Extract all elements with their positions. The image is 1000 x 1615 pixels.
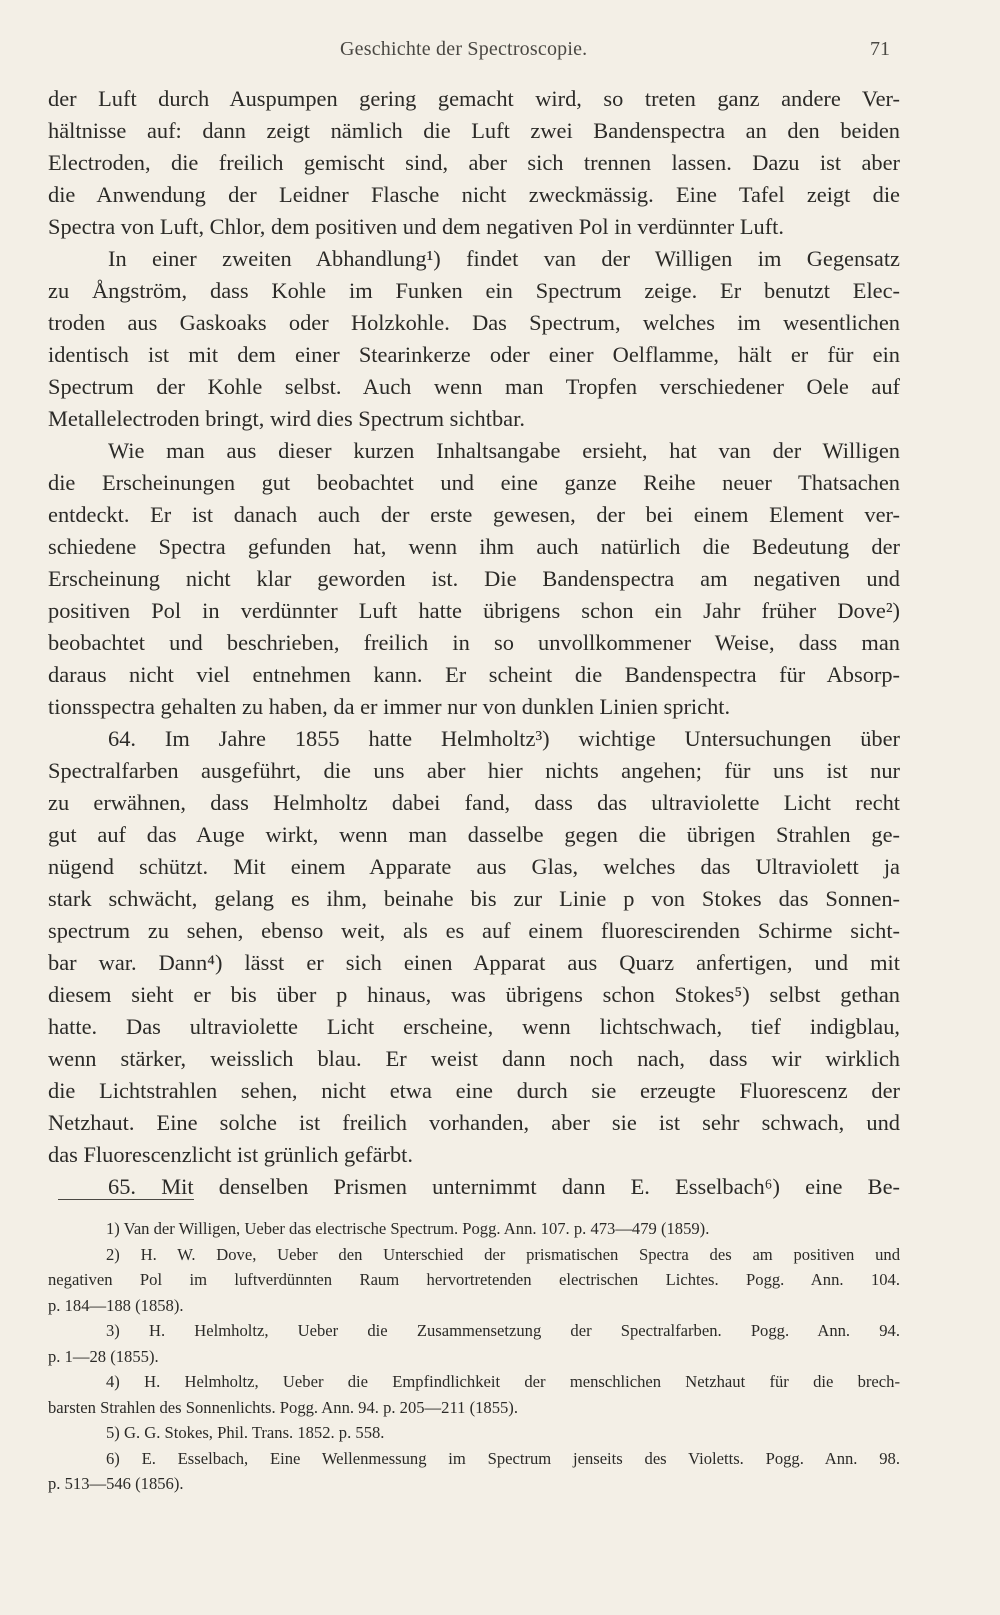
text-line: Metallelectroden bringt, wird dies Spectrum sichtbar. — [48, 406, 525, 431]
footnote-line: p. 1—28 (1855). — [48, 1346, 159, 1366]
section-64-line: 64. Im Jahre 1855 hatte Helmholtz³) wichtige Untersuchungen über — [108, 726, 900, 751]
footnote-line: barsten Strahlen des Sonnenlichts. Pogg. Ann. 94. p. 205—211 (1855). — [48, 1397, 518, 1417]
footnote-line: 5) G. G. Stokes, Phil. Trans. 1852. p. 558. — [106, 1423, 385, 1442]
text-line: identisch ist mit dem einer Stearinkerze oder einer Oelflamme, hält er für ein — [48, 342, 900, 367]
footnote-line: 4) H. Helmholtz, Ueber die Empfindlichkeit der menschlichen Netzhaut für die brech- — [106, 1372, 900, 1391]
text-line: schiedene Spectra gefunden hat, wenn ihm auch natürlich die Bedeutung der — [48, 534, 900, 559]
text-line: hatte. Das ultraviolette Licht erscheine, wenn lichtschwach, tief indigblau, — [48, 1014, 900, 1039]
text-line: daraus nicht viel entnehmen kann. Er scheint die Bandenspectra für Absorp- — [48, 662, 900, 687]
footnote-line: p. 513—546 (1856). — [48, 1474, 184, 1493]
text-line: nügend schützt. Mit einem Apparate aus Glas, welches das Ultraviolett ja — [48, 854, 900, 879]
text-line: die Lichtstrahlen sehen, nicht etwa eine durch sie erzeugte Fluorescenz der — [48, 1078, 900, 1103]
running-title: Geschichte der Spectroscopie. — [340, 38, 588, 60]
footnote-line: p. 184—188 (1858). — [48, 1295, 184, 1315]
text-line: das Fluorescenzlicht ist grünlich gefärbt. — [48, 1142, 413, 1167]
footnote-line: 2) H. W. Dove, Ueber den Unterschied der prismatischen Spectra des am positiven und — [106, 1244, 900, 1264]
page-number: 71 — [870, 38, 890, 60]
text-line: die Anwendung der Leidner Flasche nicht zweckmässig. Eine Tafel zeigt die — [48, 182, 900, 207]
text-line: beobachtet und beschrieben, freilich in so unvollkommener Weise, dass man — [48, 630, 900, 655]
footnote-line: negativen Pol im luftverdünnten Raum hervortretenden electrischen Lichtes. Pogg. Ann. 104. — [48, 1270, 900, 1289]
footnotes — [48, 1216, 900, 1497]
text-line: Erscheinung nicht klar geworden ist. Die Bandenspectra am negativen und — [48, 566, 900, 591]
footnote-line: 6) E. Esselbach, Eine Wellenmessung im Spectrum jenseits des Violetts. Pogg. Ann. 98. — [106, 1448, 900, 1468]
text-line: Spectrum der Kohle selbst. Auch wenn man Tropfen verschiedener Oele auf — [48, 374, 900, 399]
text-line: tionsspectra gehalten zu haben, da er immer nur von dunklen Linien spricht. — [48, 694, 731, 719]
text-line: Spectra von Luft, Chlor, dem positiven und dem negativen Pol in verdünnter Luft. — [48, 214, 784, 239]
body-text — [48, 83, 900, 1203]
running-header — [0, 38, 1000, 68]
text-line: In einer zweiten Abhandlung¹) findet van der Willigen im Gegensatz — [108, 246, 900, 271]
text-line: Electroden, die freilich gemischt sind, aber sich trennen lassen. Dazu ist aber — [48, 150, 900, 175]
text-line: gut auf das Auge wirkt, wenn man dasselbe gegen die übrigen Strahlen ge- — [48, 822, 900, 847]
text-line: entdeckt. Er ist danach auch der erste gewesen, der bei einem Element ver- — [48, 502, 900, 527]
footnote-line: 1) Van der Willigen, Ueber das electrische Spectrum. Pogg. Ann. 107. p. 473—479 (1859). — [106, 1219, 710, 1238]
text-line: spectrum zu sehen, ebenso weit, als es auf einem fluorescirenden Schirme sicht- — [48, 918, 900, 943]
footnote-divider — [58, 1199, 194, 1200]
text-line: Wie man aus dieser kurzen Inhaltsangabe ersieht, hat van der Willigen — [108, 438, 900, 463]
text-line: zu erwähnen, dass Helmholtz dabei fand, dass das ultraviolette Licht recht — [48, 790, 900, 815]
text-line: diesem sieht er bis über p hinaus, was übrigens schon Stokes⁵) selbst gethan — [48, 982, 900, 1007]
text-line: zu Ångström, dass Kohle im Funken ein Spectrum zeige. Er benutzt Elec- — [48, 278, 900, 303]
text-line: positiven Pol in verdünnter Luft hatte übrigens schon ein Jahr früher Dove²) — [48, 598, 900, 623]
text-line: bar war. Dann⁴) lässt er sich einen Apparat aus Quarz anfertigen, und mit — [48, 950, 900, 975]
text-line: die Erscheinungen gut beobachtet und eine ganze Reihe neuer Thatsachen — [48, 470, 900, 495]
text-line: hältnisse auf: dann zeigt nämlich die Luft zwei Bandenspectra an den beiden — [48, 118, 900, 143]
footnote-line: 3) H. Helmholtz, Ueber die Zusammensetzung der Spectralfarben. Pogg. Ann. 94. — [106, 1321, 900, 1340]
text-line: der Luft durch Auspumpen gering gemacht wird, so treten ganz andere Ver- — [48, 86, 900, 111]
text-line: stark schwächt, gelang es ihm, beinahe bis zur Linie p von Stokes das Sonnen- — [48, 886, 900, 911]
section-65-line: 65. Mit denselben Prismen unternimmt dann E. Esselbach⁶) eine Be- — [108, 1174, 900, 1199]
text-line: troden aus Gaskoaks oder Holzkohle. Das Spectrum, welches im wesentlichen — [48, 310, 900, 335]
text-line: Spectralfarben ausgeführt, die uns aber hier nichts angehen; für uns ist nur — [48, 758, 900, 783]
text-line: wenn stärker, weisslich blau. Er weist dann noch nach, dass wir wirklich — [48, 1046, 900, 1071]
text-line: Netzhaut. Eine solche ist freilich vorhanden, aber sie ist sehr schwach, und — [48, 1110, 900, 1135]
